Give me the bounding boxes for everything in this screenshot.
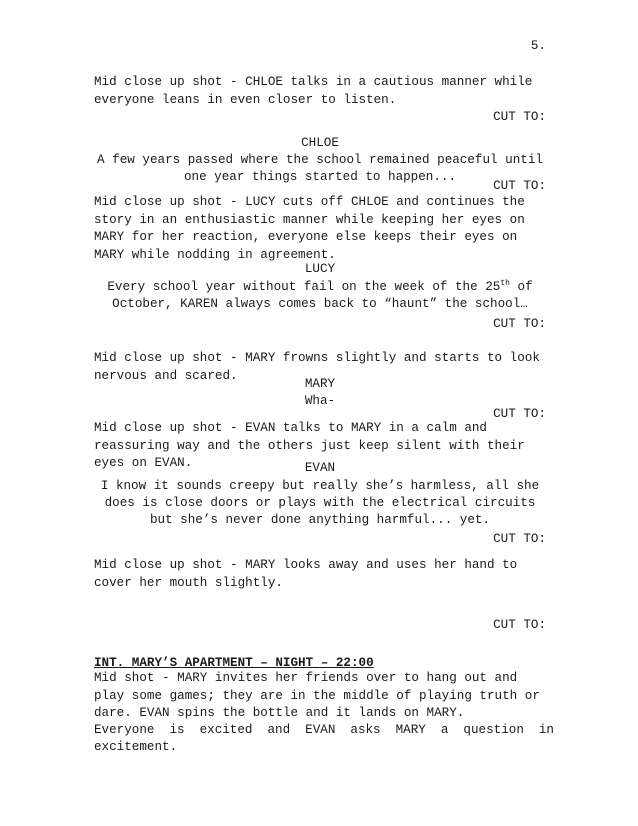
dialogue-line: does is close doors or plays with the electrical circuits xyxy=(104,496,536,510)
page-number: 5. xyxy=(530,39,546,53)
dialogue-line: A few years passed where the school remained peaceful until xyxy=(97,153,543,167)
transition-cut-to: CUT TO: xyxy=(493,179,546,193)
transition-cut-to: CUT TO: xyxy=(493,110,546,124)
action-line: Mid close up shot - CHLOE talks in a cautious manner while everyone leans in even closer to listen. xyxy=(94,75,533,107)
dialogue-line: but she’s never done anything harmful... yet. xyxy=(149,513,491,527)
transition-cut-to: CUT TO: xyxy=(493,532,546,546)
character-name: CHLOE xyxy=(301,136,339,150)
character-name: EVAN xyxy=(304,461,336,475)
dialogue-line: I know it sounds creepy but really she’s harmless, all she xyxy=(100,479,540,493)
dialogue-line: Wha- xyxy=(304,394,336,408)
character-name: MARY xyxy=(304,377,336,391)
scene-heading: INT. MARY’S APARTMENT – NIGHT – 22:00 xyxy=(94,656,374,670)
character-name: LUCY xyxy=(304,262,336,276)
dialogue-line: October, KAREN always comes back to “haunt” the school… xyxy=(112,297,528,311)
action-line: Mid close up shot - MARY looks away and uses her hand to cover her mouth slightly. xyxy=(94,558,518,590)
action-line: excitement. xyxy=(94,740,178,754)
dialogue-line: one year things started to happen... xyxy=(183,170,457,184)
action-line: Mid shot - MARY invites her friends over to hang out and play some games; they are in the middle of playing truth or dare. EVAN spins the bottle and it lands on MARY. xyxy=(94,671,540,720)
action-line: Mid close up shot - EVAN talks to MARY in a calm and reassuring way and the others just keep silent with their eyes on EVAN. xyxy=(94,421,525,470)
action-line: Everyone is excited and EVAN asks MARY a question in xyxy=(94,723,554,737)
transition-cut-to: CUT TO: xyxy=(493,618,546,632)
action-line: Mid close up shot - LUCY cuts off CHLOE and continues the story in an enthusiastic manner while keeping her eyes on MARY for her reaction, everyone else keeps their eyes on MARY while nodding in agreement. xyxy=(94,195,525,262)
dialogue-line: Every school year without fail on the week of the 25th of xyxy=(107,278,533,294)
transition-cut-to: CUT TO: xyxy=(493,317,546,331)
action-line: Mid close up shot - MARY frowns slightly and starts to look nervous and scared. xyxy=(94,351,540,383)
transition-cut-to: CUT TO: xyxy=(493,407,546,421)
